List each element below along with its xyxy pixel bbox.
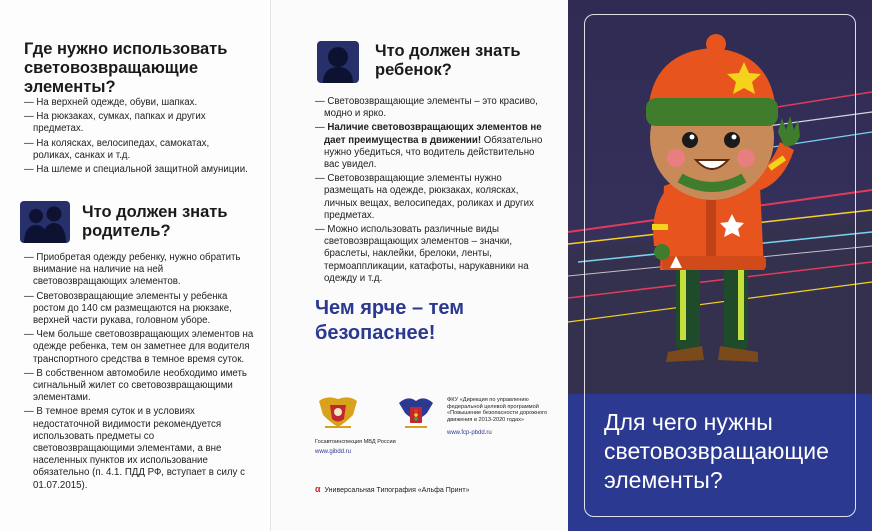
where-list bbox=[24, 97, 249, 178]
slogan-line: безопаснее! bbox=[315, 322, 436, 344]
gibdd-emblem-icon bbox=[315, 393, 361, 433]
cover-panel bbox=[568, 0, 872, 531]
fcp-link[interactable]: www.fcp-pbdd.ru bbox=[447, 430, 492, 437]
printer-line bbox=[315, 484, 470, 494]
list-item: — Световозвращающие элементы у ребенка ростом до 140 см размещаются на рюкзаке, верхней части рукава, головном уборе. bbox=[24, 291, 254, 328]
list-item: — На верхней одежде, обуви, шапках. bbox=[24, 97, 249, 109]
fcp-caption: ФКУ «Дирекция по управлению федеральной целевой программой «Повышение безопасности дорожного движения в 2013-2020 годах» bbox=[447, 397, 548, 423]
list-item: — На шлеме и специальной защитной амуниции. bbox=[24, 164, 249, 176]
slogan bbox=[315, 296, 535, 346]
slogan-line: Чем ярче – тем bbox=[315, 297, 465, 319]
left-panel bbox=[0, 0, 268, 531]
middle-panel bbox=[270, 0, 568, 531]
logos-row bbox=[315, 393, 555, 463]
fcp-logo-block bbox=[393, 393, 439, 438]
cover-title: Для чего нужны световозвращающие элементы? bbox=[604, 409, 829, 493]
cover-frame bbox=[584, 14, 856, 517]
child-silhouette-icon bbox=[317, 41, 359, 83]
gibdd-logo-block bbox=[315, 393, 396, 455]
list-item: — На рюкзаках, сумках, папках и других предметах. bbox=[24, 111, 249, 135]
list-item: — Наличие световозвращающих элементов не дает преимущества в движении! Обязательно нужно убедиться, что водитель действительно вас увидел. bbox=[315, 122, 547, 171]
list-item: — В темное время суток и в условиях недостаточной видимости рекомендуется использовать предметы со световозвращающими элементами, а вне населенных пунктов их использование обязательно (п. 4.1. ПДД РФ, вступает в силу с 01.07.2015). bbox=[24, 406, 254, 491]
parents-silhouette-icon bbox=[20, 201, 70, 243]
gibdd-link[interactable]: www.gibdd.ru bbox=[315, 448, 352, 455]
printer-name: Универсальная Типография «Альфа Принт» bbox=[324, 487, 470, 494]
list-item: — В собственном автомобиле необходимо иметь сигнальный жилет со световозвращающими элементами. bbox=[24, 368, 254, 405]
list-item: — На колясках, велосипедах, самокатах, роликах, санках и т.д. bbox=[24, 138, 249, 162]
list-item: — Световозвращающие элементы – это красиво, модно и ярко. bbox=[315, 96, 547, 120]
list-item: — Чем больше световозвращающих элементов на одежде ребенка, тем он заметнее для водителя транспортного средства в темное время суток. bbox=[24, 329, 254, 366]
child-title: Что должен знать ребенок? bbox=[375, 42, 521, 79]
list-item: — Приобретая одежду ребенку, нужно обратить внимание на наличие на ней световозвращающих элементов. bbox=[24, 252, 254, 289]
parent-title: Что должен знать родитель? bbox=[82, 203, 228, 240]
gibdd-caption: Госавтоинспекция МВД России bbox=[315, 439, 396, 445]
list-item: — Световозвращающие элементы нужно размещать на одежде, рюкзаках, колясках, личных вещах, велосипедах, роликах и других предметах. bbox=[315, 173, 547, 222]
mvd-emblem-icon bbox=[393, 393, 439, 433]
where-heading: Где нужно использовать световозвращающие элементы? bbox=[24, 40, 228, 96]
parent-list bbox=[24, 252, 254, 494]
fcp-text bbox=[447, 397, 565, 437]
child-list bbox=[315, 96, 547, 287]
alpha-print-logo-icon: α bbox=[315, 484, 321, 494]
list-item: — Можно использовать различные виды световозвращающих элементов – значки, браслеты, наклейки, брелоки, ленты, термоаппликации, катафоты, нарукавники на одежду и т.д. bbox=[315, 224, 547, 285]
